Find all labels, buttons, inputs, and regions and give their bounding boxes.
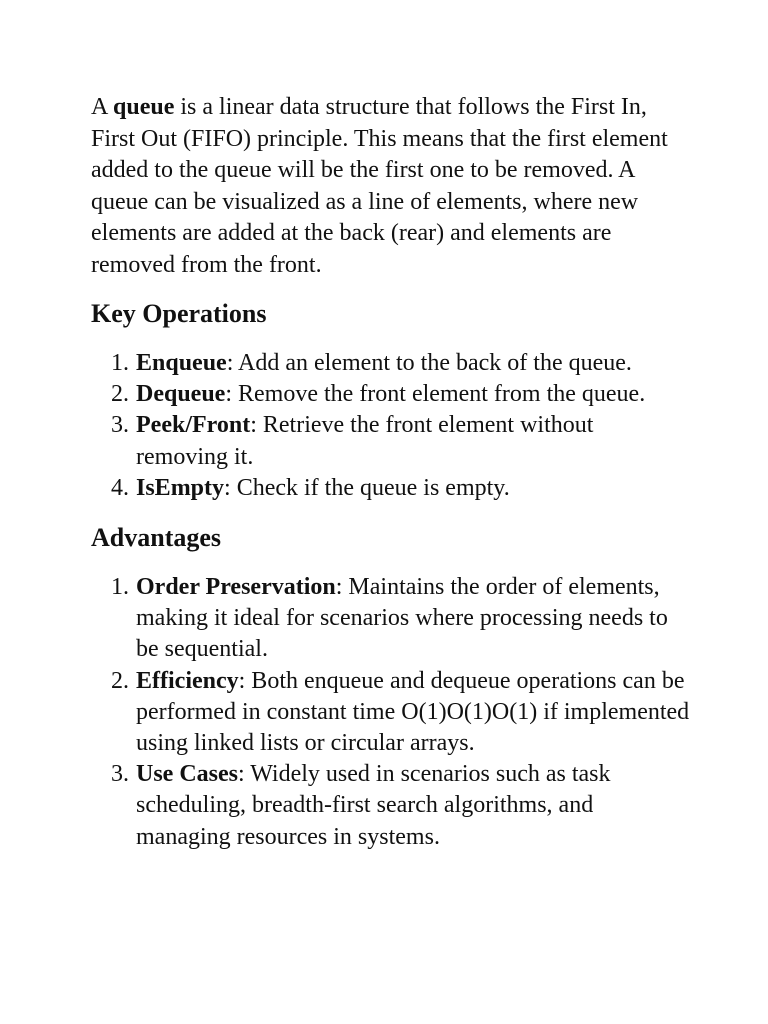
list-item-term: Enqueue	[136, 350, 227, 376]
key-operations-list	[91, 348, 691, 504]
list-item-text: : Maintains the order of elements, making it ideal for scenarios where processing needs to be sequential.	[136, 574, 668, 663]
list-item	[91, 348, 691, 379]
list-item-term: Efficiency	[136, 667, 239, 694]
list-item-text: : Both enqueue and dequeue operations can be performed in constant time O(1)O(1)O(1) if implemented using linked lists or circular arrays.	[136, 667, 690, 757]
document-page	[91, 92, 691, 853]
intro-paragraph	[91, 92, 691, 281]
list-item-term: Peek/Front	[136, 412, 251, 439]
advantages-heading: Advantages	[91, 523, 222, 553]
list-item	[91, 759, 691, 853]
list-item	[91, 473, 691, 504]
intro-term-queue: queue	[113, 94, 175, 120]
list-item-number: 1.	[111, 574, 129, 601]
advantages-list	[91, 572, 691, 853]
list-item-number: 2.	[111, 667, 129, 694]
list-item-number: 2.	[111, 381, 129, 408]
list-item-text: : Add an element to the back of the queue.	[226, 350, 632, 376]
list-item-term: IsEmpty	[136, 474, 225, 501]
list-item	[91, 410, 691, 472]
list-item-number: 1.	[111, 350, 129, 376]
list-item-term: Order Preservation	[136, 574, 336, 601]
intro-text: is a linear data structure that follows the First In, First Out (FIFO) principle. This means that the first element added to the queue will be the first one to be removed. A queue can be visualized as a line of elements, where new elements are added at the back (rear) and elements are removed from the front.	[91, 94, 668, 278]
list-item	[91, 666, 691, 760]
list-item-text: : Remove the front element from the queue.	[225, 381, 646, 408]
list-item-number: 4.	[111, 474, 129, 501]
list-item	[91, 572, 691, 666]
list-item	[91, 379, 691, 410]
intro-prefix: A	[91, 94, 114, 120]
list-item-text: : Check if the queue is empty.	[224, 474, 510, 501]
list-item-term: Use Cases	[136, 761, 238, 788]
key-operations-heading: Key Operations	[91, 299, 267, 328]
list-item-text: : Retrieve the front element without removing it.	[136, 412, 594, 470]
list-item-term: Dequeue	[136, 381, 226, 408]
list-item-number: 3.	[111, 412, 129, 439]
list-item-number: 3.	[111, 761, 129, 788]
list-item-text: : Widely used in scenarios such as task scheduling, breadth-first search algorithms, and managing resources in systems.	[136, 761, 611, 850]
